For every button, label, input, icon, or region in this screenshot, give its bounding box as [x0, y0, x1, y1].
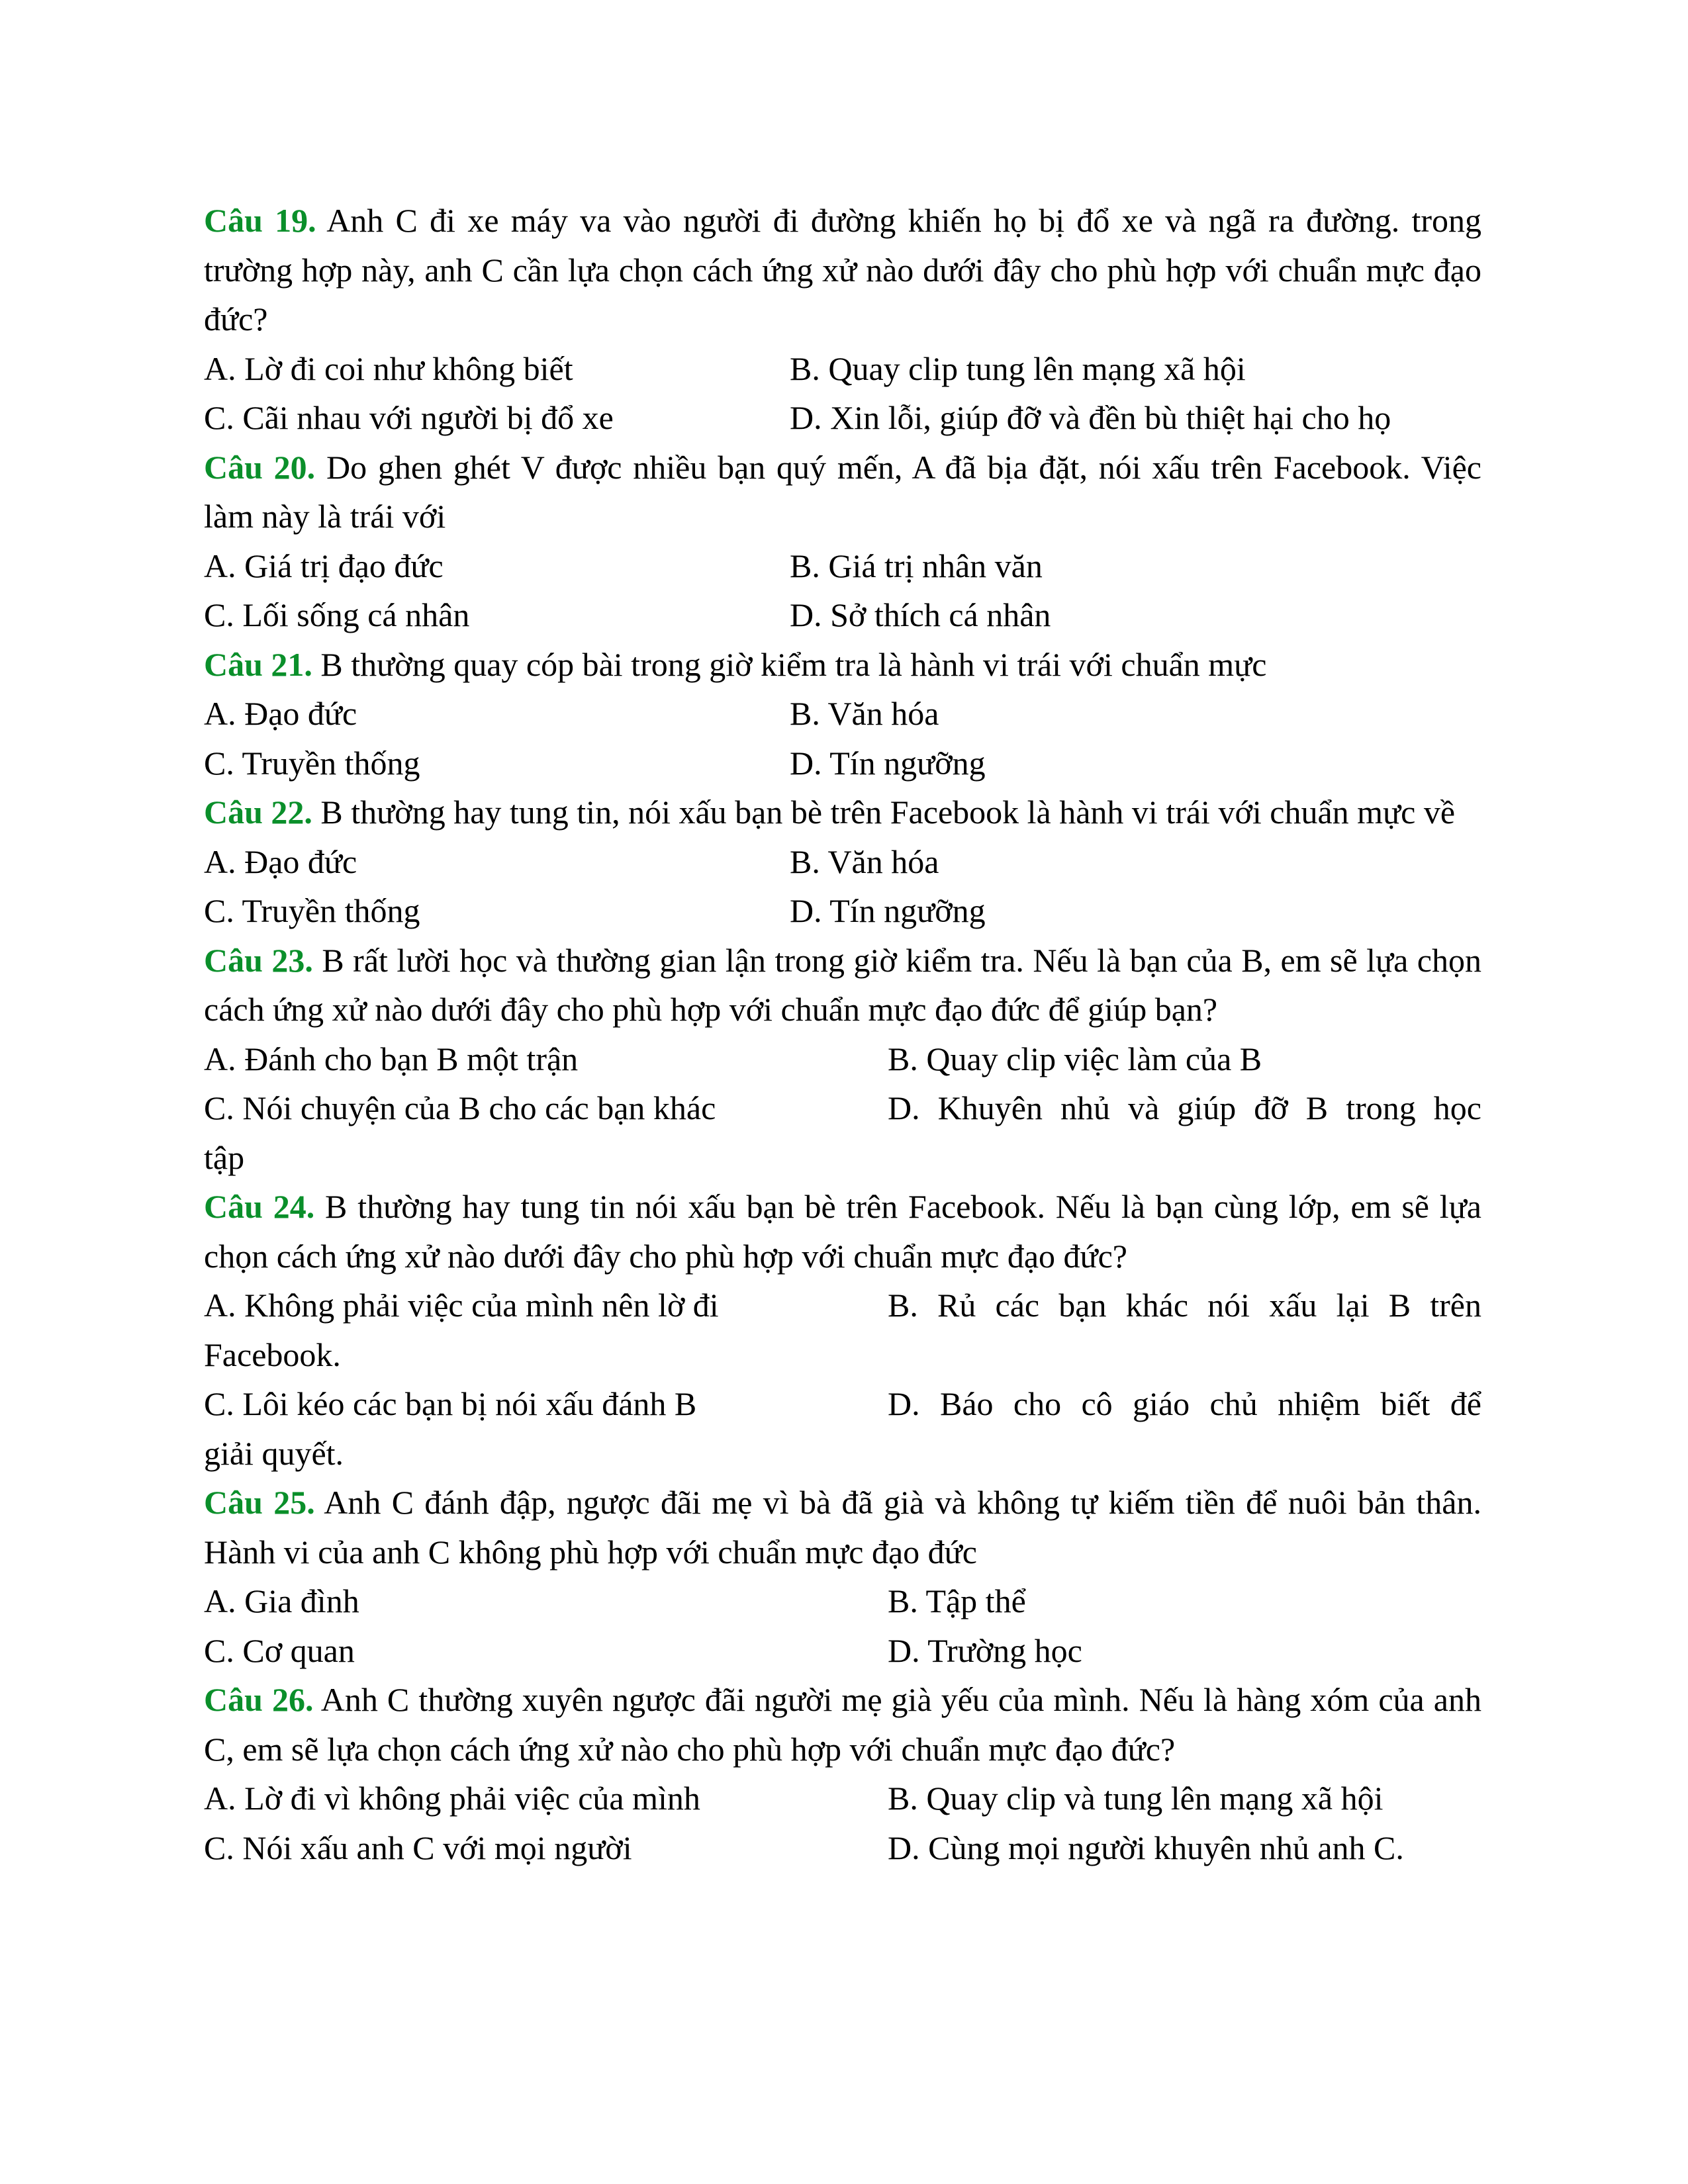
question-21-stem — [204, 640, 1481, 690]
question-19-options-row-1 — [204, 344, 1481, 394]
question-23 — [204, 936, 1481, 1183]
question-20-label: Câu 20. — [204, 448, 316, 486]
question-23-option-d-continued: tập — [204, 1138, 245, 1176]
question-22-option-c[interactable]: C. Truyền thống — [204, 892, 420, 929]
question-23-option-b[interactable]: B. Quay clip việc làm của B — [888, 1040, 1262, 1077]
question-20-text: Do ghen ghét V được nhiều bạn quý mến, A đã bịa đặt, nói xấu trên Facebook. Việc làm này là trái với — [204, 448, 1481, 535]
question-19 — [204, 196, 1481, 443]
question-24 — [204, 1182, 1481, 1478]
question-25-option-c[interactable]: C. Cơ quan — [204, 1631, 355, 1669]
question-21-text: B thường quay cóp bài trong giờ kiểm tra là hành vi trái với chuẩn mực — [312, 645, 1267, 683]
question-24-options-row-2 — [204, 1379, 1481, 1429]
question-25-options-row-1 — [204, 1576, 1481, 1626]
question-24-option-b[interactable]: B. Rủ các bạn khác nói xấu lại B trên — [888, 1287, 1481, 1324]
question-25-label: Câu 25. — [204, 1484, 315, 1521]
question-22-options-row-2 — [204, 886, 1481, 936]
question-23-stem — [204, 936, 1481, 1034]
question-24-option-b-continued: Facebook. — [204, 1336, 341, 1373]
question-23-option-d[interactable]: D. Khuyên nhủ và giúp đỡ B trong học — [888, 1089, 1481, 1126]
question-25-option-a[interactable]: A. Gia đình — [204, 1582, 359, 1619]
question-21 — [204, 640, 1481, 788]
question-20-stem — [204, 443, 1481, 541]
question-26 — [204, 1675, 1481, 1872]
question-19-option-b[interactable]: B. Quay clip tung lên mạng xã hội — [790, 349, 1246, 387]
question-22-text: B thường hay tung tin, nói xấu bạn bè trên Facebook là hành vi trái với chuẩn mực về — [312, 794, 1456, 831]
question-24-label: Câu 24. — [204, 1188, 315, 1225]
question-26-option-d[interactable]: D. Cùng mọi người khuyên nhủ anh C. — [888, 1829, 1404, 1866]
question-19-option-a[interactable]: A. Lờ đi coi như không biết — [204, 349, 573, 387]
question-24-option-d-continued: giải quyết. — [204, 1434, 344, 1472]
question-21-option-b[interactable]: B. Văn hóa — [790, 695, 939, 732]
question-23-options-row-2 — [204, 1083, 1481, 1133]
question-22 — [204, 788, 1481, 936]
question-21-label: Câu 21. — [204, 645, 312, 683]
question-23-text: B rất lười học và thường gian lận trong giờ kiểm tra. Nếu là bạn của B, em sẽ lựa chọn cách ứng xử nào dưới đây cho phù hợp với chuẩn mực đạo đức để giúp bạn? — [204, 941, 1481, 1028]
question-19-option-d[interactable]: D. Xin lỗi, giúp đỡ và đền bù thiệt hại cho họ — [790, 399, 1391, 436]
question-19-option-c[interactable]: C. Cãi nhau với người bị đổ xe — [204, 399, 614, 436]
question-25-text: Anh C đánh đập, ngược đãi mẹ vì bà đã già và không tự kiếm tiền để nuôi bản thân. Hành vi của anh C không phù hợp với chuẩn mực đạo đức — [204, 1484, 1482, 1570]
question-20-options-row-1 — [204, 541, 1481, 591]
question-21-options-row-2 — [204, 739, 1481, 788]
question-26-option-a[interactable]: A. Lờ đi vì không phải việc của mình — [204, 1780, 700, 1817]
question-19-options-row-2 — [204, 393, 1481, 443]
question-20-option-a[interactable]: A. Giá trị đạo đức — [204, 547, 444, 584]
question-25-option-d[interactable]: D. Trường học — [888, 1631, 1082, 1669]
question-23-options-row-1 — [204, 1034, 1481, 1084]
question-21-option-c[interactable]: C. Truyền thống — [204, 744, 420, 782]
question-19-stem — [204, 196, 1481, 344]
question-25-options-row-2 — [204, 1626, 1481, 1676]
question-24-option-a[interactable]: A. Không phải việc của mình nên lờ đi — [204, 1287, 719, 1324]
question-20-options-row-2 — [204, 590, 1481, 640]
question-26-option-b[interactable]: B. Quay clip và tung lên mạng xã hội — [888, 1780, 1383, 1817]
question-25 — [204, 1478, 1481, 1675]
question-21-option-d[interactable]: D. Tín ngưỡng — [790, 744, 986, 782]
question-23-option-a[interactable]: A. Đánh cho bạn B một trận — [204, 1040, 579, 1077]
question-21-option-a[interactable]: A. Đạo đức — [204, 695, 357, 732]
question-22-stem — [204, 788, 1481, 837]
question-26-label: Câu 26. — [204, 1681, 314, 1718]
question-21-options-row-1 — [204, 689, 1481, 739]
question-24-option-d[interactable]: D. Báo cho cô giáo chủ nhiệm biết để — [888, 1385, 1481, 1422]
question-26-text: Anh C thường xuyên ngược đãi người mẹ già yếu của mình. Nếu là hàng xóm của anh C, em sẽ lựa chọn cách ứng xử nào cho phù hợp với chuẩn mực đạo đức? — [204, 1681, 1481, 1768]
question-19-label: Câu 19. — [204, 202, 316, 239]
question-20-option-d[interactable]: D. Sở thích cá nhân — [790, 596, 1051, 633]
question-26-options-row-2 — [204, 1823, 1481, 1873]
exam-page — [204, 196, 1481, 1872]
question-24-stem — [204, 1182, 1481, 1281]
question-26-options-row-1 — [204, 1774, 1481, 1823]
question-20 — [204, 443, 1481, 640]
question-22-options-row-1 — [204, 837, 1481, 887]
question-22-option-b[interactable]: B. Văn hóa — [790, 842, 939, 880]
question-23-option-c[interactable]: C. Nói chuyện của B cho các bạn khác — [204, 1089, 716, 1126]
question-20-option-c[interactable]: C. Lối sống cá nhân — [204, 596, 470, 633]
question-24-text: B thường hay tung tin nói xấu bạn bè trên Facebook. Nếu là bạn cùng lớp, em sẽ lựa chọn cách ứng xử nào dưới đây cho phù hợp với chuẩn mực đạo đức? — [204, 1188, 1481, 1275]
question-26-option-c[interactable]: C. Nói xấu anh C với mọi người — [204, 1829, 632, 1866]
question-25-option-b[interactable]: B. Tập thể — [888, 1582, 1026, 1619]
question-25-stem — [204, 1478, 1481, 1576]
question-24-options-row-1 — [204, 1281, 1481, 1330]
question-26-stem — [204, 1675, 1481, 1774]
question-24-option-c[interactable]: C. Lôi kéo các bạn bị nói xấu đánh B — [204, 1385, 697, 1422]
question-19-text: Anh C đi xe máy va vào người đi đường khiến họ bị đổ xe và ngã ra đường. trong trường hợp này, anh C cần lựa chọn cách ứng xử nào dưới đây cho phù hợp với chuẩn mực đạo đức? — [204, 202, 1482, 338]
question-22-option-d[interactable]: D. Tín ngưỡng — [790, 892, 986, 929]
question-23-label: Câu 23. — [204, 941, 313, 979]
question-22-option-a[interactable]: A. Đạo đức — [204, 842, 357, 880]
question-22-label: Câu 22. — [204, 794, 312, 831]
question-20-option-b[interactable]: B. Giá trị nhân văn — [790, 547, 1043, 584]
